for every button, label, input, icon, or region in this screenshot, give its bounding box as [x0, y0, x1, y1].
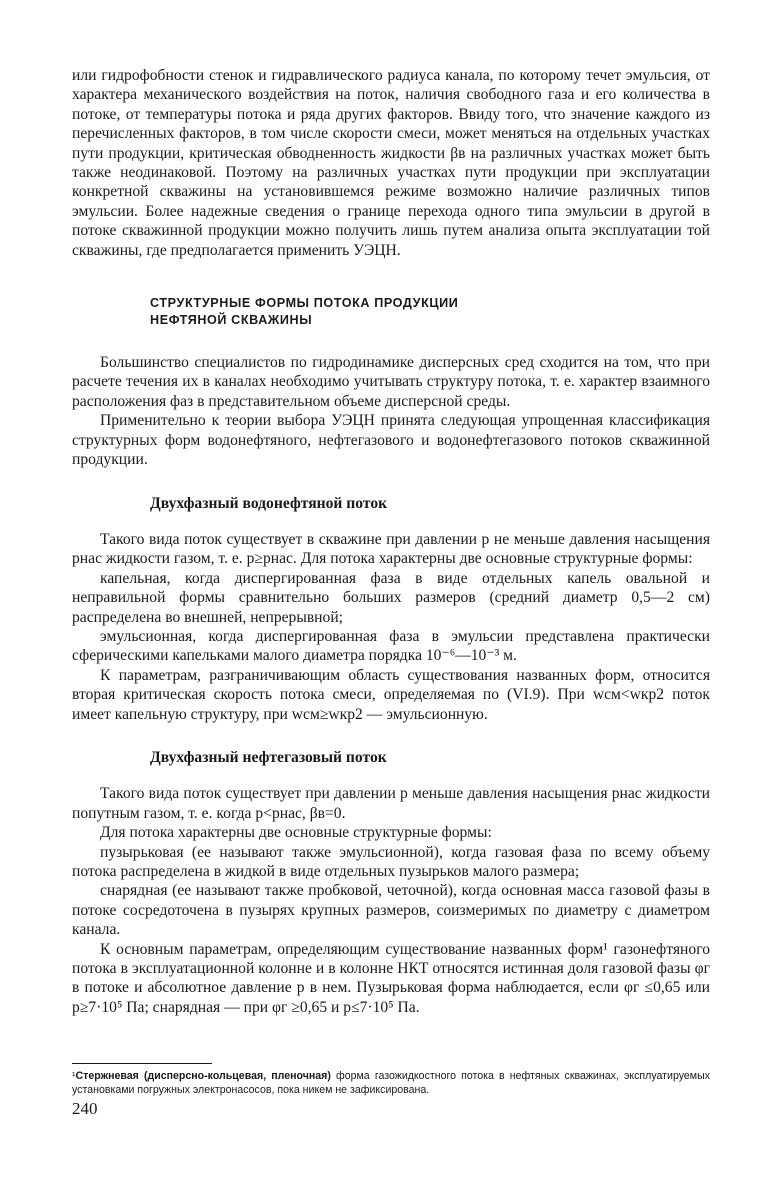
subsection-heading-oil-gas: Двухфазный нефтегазовый поток	[150, 748, 387, 766]
footnote	[72, 1070, 710, 1097]
section-heading	[150, 295, 710, 329]
footnote-bold-text: Стержневая (дисперсно-кольцевая, пленочная)	[75, 1070, 331, 1082]
page-number: 240	[72, 1099, 98, 1118]
page-body	[72, 66, 710, 1017]
subsection-heading-water-oil: Двухфазный водонефтяной поток	[150, 494, 388, 512]
paragraph: К основным параметрам, определяющим существование названных форм¹ газонефтяного потока в эксплуатационной колонне и в колонне НКТ относятся истинная доля газовой фазы φг в потоке и абсолютное давление p в нем. Пузырьковая форма наблюдается, если φг ≤0,65 или p≥7·10⁵ Па; снарядная — при φг ≥0,65 и p≤7·10⁵ Па.	[72, 940, 710, 1016]
paragraph: Для потока характерны две основные структурные формы:	[100, 824, 492, 842]
section-heading-line1: СТРУКТУРНЫЕ ФОРМЫ ПОТОКА ПРОДУКЦИИ	[150, 296, 459, 311]
footnote-text: форма газожидкостного потока в нефтяных скважинах, эксплуатируемых установками погружных электронасосов, пока никем не зафиксирована.	[72, 1070, 710, 1096]
paragraph: пузырьковая (ее называют также эмульсионной), когда газовая фаза по всему объему потока распределена в жидкой в виде отдельных пузырьков малого размера;	[72, 843, 710, 880]
intro-paragraph: или гидрофобности стенок и гидравлического радиуса канала, по которому течет эмульсия, от характера механического воздействия на поток, наличия свободного газа и его количества в потоке, от температуры потока и ряда других факторов. Ввиду того, что значение каждого из перечисленных факторов, в том числе скорости смеси, может меняться на отдельных участках пути продукции, критическая обводненность жидкости βв на различных участках может быть также неодинаковой. Поэтому на различных участках пути продукции при эксплуатации конкретной скважины на установившемся режиме возможно наличие различных типов эмульсии. Более надежные сведения о границе перехода одного типа эмульсии в другой в потоке скважинной продукции можно получить лишь путем анализа опыта эксплуатации той скважины, где предполагается применить УЭЦН.	[72, 67, 710, 259]
section-heading-line2: НЕФТЯНОЙ СКВАЖИНЫ	[150, 313, 313, 328]
paragraph: Такого вида поток существует при давлении p меньше давления насыщения pнас жидкости попутным газом, т. е. когда p<pнас, βв=0.	[72, 785, 710, 822]
paragraph: снарядная (ее называют также пробковой, четочной), когда основная масса газовой фазы в потоке сосредоточена в пузырях крупных размеров, соизмеримых по диаметру с диаметром канала.	[72, 882, 710, 939]
section-paragraph: Применительно к теории выбора УЭЦН принята следующая упрощенная классификация структурных форм водонефтяного, нефтегазового и водонефтегазового потоков скважинной продукции.	[72, 412, 710, 469]
section-paragraph: Большинство специалистов по гидродинамике дисперсных сред сходится на том, что при расчете течения их в каналах необходимо учитывать структуру потока, т. е. характер взаимного расположения фаз в представительном объеме дисперсной среды.	[72, 354, 710, 410]
paragraph: эмульсионная, когда диспергированная фаза в эмульсии представлена практически сферическими капельками малого диаметра порядка 10⁻⁶—10⁻³ м.	[72, 627, 710, 665]
paragraph: К параметрам, разграничивающим область существования названных форм, относится вторая критическая скорость потока смеси, определяемая по (VI.9). При wсм<wкр2 поток имеет капельную структуру, при wсм≥wкр2 — эмульсионную.	[72, 666, 710, 723]
footnote-divider	[72, 1063, 212, 1064]
paragraph: капельная, когда диспергированная фаза в виде отдельных капель овальной и неправильной формы сравнительно больших размеров (средний диаметр 0,5—2 см) распределена во внешней, непрерывной;	[72, 569, 710, 626]
footnote-marker: ¹	[72, 1070, 76, 1082]
paragraph: Такого вида поток существует в скважине при давлении p не меньше давления насыщения pнас жидкости газом, т. е. p≥pнас. Для потока характерны две основные структурные формы:	[72, 530, 710, 568]
